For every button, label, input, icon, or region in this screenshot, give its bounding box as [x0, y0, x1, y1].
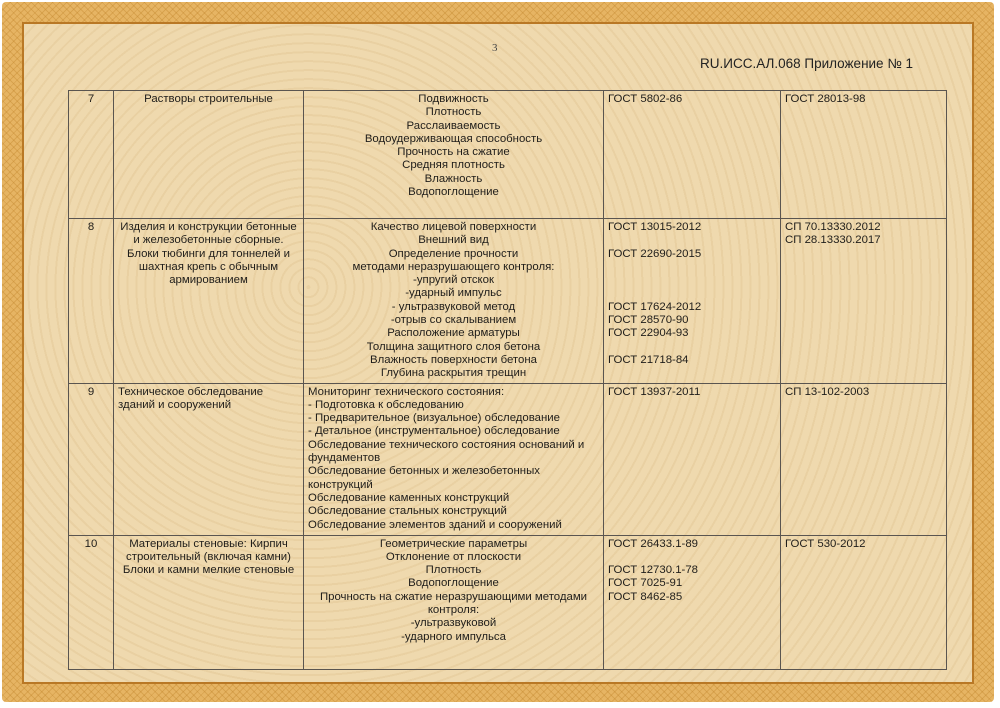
- characteristic: Обследование каменных конструкций: [308, 491, 510, 504]
- characteristic: Плотность: [425, 106, 482, 119]
- test-object: Материалы стеновые: Кирпич строительный (включая камни) Блоки и камни мелкие стеновые: [114, 535, 304, 669]
- characteristic: контроля:: [427, 604, 480, 617]
- characteristic: Влажность: [424, 172, 483, 185]
- test-object: Изделия и конструкции бетонные и железобетонные сборные. Блоки тюбинги для тоннелей и шахтная крепь с обычным армированием: [114, 219, 304, 384]
- characteristic: Обследование стальных конструкций: [308, 505, 507, 518]
- characteristic: Прочность на сжатие неразрушающими методами: [319, 590, 588, 603]
- methods-cell: [604, 383, 781, 535]
- characteristics-cell: [304, 91, 604, 219]
- characteristic: -упругий отскок: [413, 274, 494, 287]
- page-number: 3: [492, 42, 498, 54]
- characteristic: Обследование технического состояния оснований и фундаментов: [308, 438, 585, 465]
- characteristics-cell: [304, 219, 604, 384]
- norm-standard: СП 13-102-2003: [785, 385, 870, 398]
- method-standard: ГОСТ 26433.1-89: [608, 537, 698, 550]
- method-standard: ГОСТ 22904-93: [608, 327, 689, 340]
- characteristic: Подвижность: [418, 93, 489, 105]
- norms-cell: [781, 383, 947, 535]
- row-number: 9: [69, 383, 114, 535]
- method-standard: ГОСТ 21718-84: [608, 353, 689, 366]
- characteristic: методами неразрушающего контроля:: [352, 260, 555, 273]
- appendix-table: [68, 90, 947, 670]
- method-standard: ГОСТ 7025-91: [608, 577, 683, 590]
- characteristic: - ультразвуковой метод: [391, 300, 516, 313]
- table-row: [69, 535, 947, 669]
- characteristic: -ударный импульс: [405, 287, 502, 300]
- method-standard: ГОСТ 8462-85: [608, 590, 683, 603]
- characteristic: Водоудерживающая способность: [364, 132, 543, 145]
- methods-cell: [604, 219, 781, 384]
- characteristic: Расслаиваемость: [406, 119, 501, 132]
- characteristics-cell: [304, 383, 604, 535]
- row-number: 10: [69, 535, 114, 669]
- characteristic: Обследование бетонных и железобетонных конструкций: [308, 465, 540, 491]
- methods-cell: [604, 535, 781, 669]
- characteristic: Водопоглощение: [408, 577, 499, 590]
- characteristic: - Предварительное (визуальное) обследование: [308, 412, 561, 425]
- norm-standard: СП 70.13330.2012: [785, 221, 881, 233]
- characteristic: Геометрические параметры: [379, 537, 528, 550]
- characteristic: Качество лицевой поверхности: [370, 221, 537, 233]
- norm-standard: СП 28.13330.2017: [785, 234, 881, 247]
- characteristic: -ударного импульса: [401, 630, 506, 643]
- characteristic: Глубина раскрытия трещин: [380, 367, 527, 380]
- characteristics-cell: [304, 535, 604, 669]
- characteristic: - Детальное (инструментальное) обследование: [308, 425, 560, 438]
- characteristic: Отклонение от плоскости: [385, 550, 522, 563]
- table-row: [69, 219, 947, 384]
- norms-cell: [781, 535, 947, 669]
- characteristic: Расположение арматуры: [387, 327, 520, 340]
- test-object: Техническое обследование зданий и сооружений: [114, 383, 304, 535]
- characteristic: Водопоглощение: [408, 186, 499, 199]
- characteristic: -ультразвуковой: [410, 617, 497, 630]
- method-standard: ГОСТ 5802-86: [608, 93, 683, 105]
- table-row: [69, 91, 947, 219]
- characteristic: - Подготовка к обследованию: [308, 398, 464, 411]
- method-standard: ГОСТ 17624-2012: [608, 300, 702, 313]
- characteristic: Средняя плотность: [402, 159, 505, 172]
- method-standard: ГОСТ 12730.1-78: [608, 564, 698, 577]
- characteristic: Плотность: [425, 564, 482, 577]
- method-standard: ГОСТ 22690-2015: [608, 247, 702, 260]
- norm-standard: ГОСТ 28013-98: [785, 93, 866, 105]
- method-standard: ГОСТ 28570-90: [608, 314, 689, 327]
- characteristic: Определение прочности: [388, 247, 519, 260]
- method-standard: ГОСТ 13015-2012: [608, 221, 702, 233]
- characteristic: Влажность поверхности бетона: [370, 353, 537, 366]
- table-row: [69, 383, 947, 535]
- characteristic: Мониторинг технического состояния:: [308, 385, 505, 398]
- norms-cell: [781, 91, 947, 219]
- norms-cell: [781, 219, 947, 384]
- document-header: RU.ИСС.АЛ.068 Приложение № 1: [700, 56, 914, 71]
- characteristic: -отрыв со скалыванием: [390, 314, 517, 327]
- method-standard: ГОСТ 13937-2011: [608, 385, 701, 398]
- row-number: 7: [69, 91, 114, 219]
- test-object: Растворы строительные: [114, 91, 304, 219]
- row-number: 8: [69, 219, 114, 384]
- characteristic: Прочность на сжатие: [397, 146, 510, 159]
- methods-cell: [604, 91, 781, 219]
- norm-standard: ГОСТ 530-2012: [785, 537, 866, 550]
- characteristic: Внешний вид: [418, 234, 489, 247]
- characteristic: Толщина защитного слоя бетона: [366, 340, 541, 353]
- characteristic: Обследование элементов зданий и сооружений: [308, 518, 562, 531]
